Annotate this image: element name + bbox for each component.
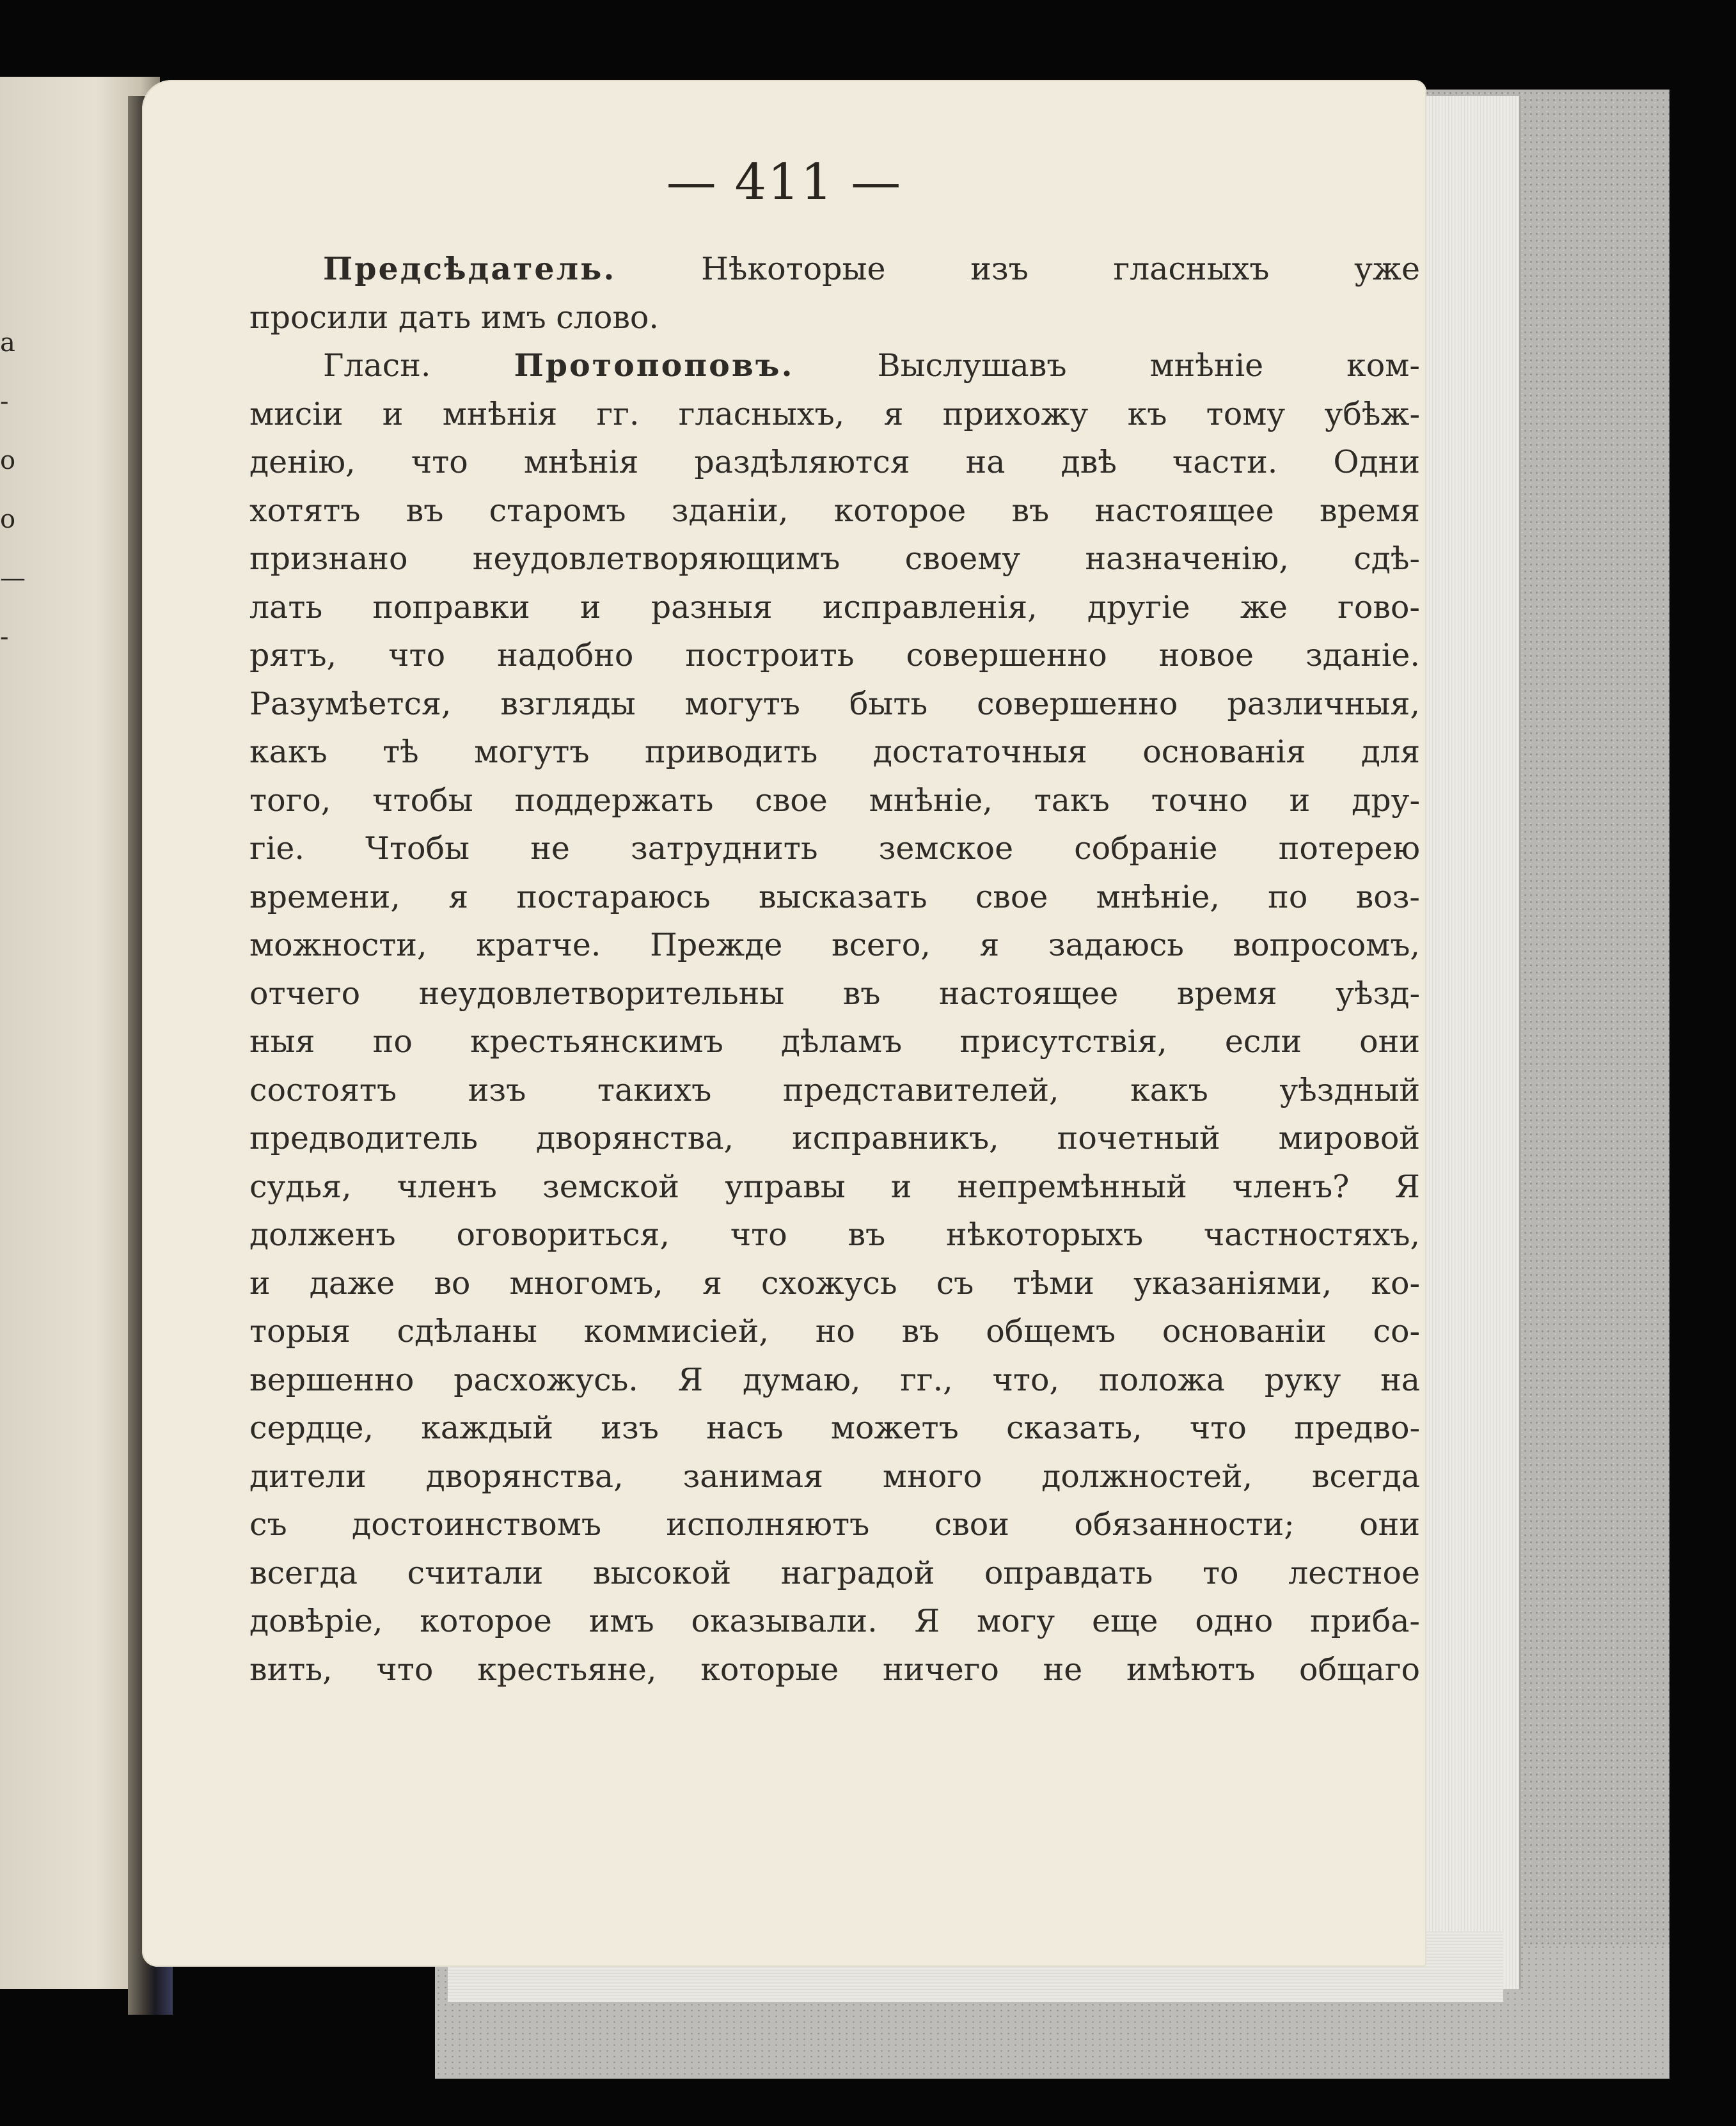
line-text: просили дать имъ слово. — [249, 299, 659, 336]
text-line — [249, 631, 1420, 680]
text-line — [249, 970, 1420, 1018]
line-text: Выслушавъ мнѣніе ком- — [794, 347, 1420, 384]
line-text: дители дворянства, занимая много должностей, всегда — [249, 1458, 1420, 1495]
text-line — [249, 1500, 1420, 1549]
text-line — [249, 1066, 1420, 1115]
line-text: можности, кратче. Прежде всего, я задаюсь вопросомъ, — [249, 927, 1420, 963]
text-line — [249, 921, 1420, 970]
line-text: какъ тѣ могутъ приводить достаточныя основанія для — [249, 734, 1420, 770]
line-text: времени, я постараюсь высказать свое мнѣніе, по воз- — [249, 878, 1420, 915]
text-line — [249, 728, 1420, 776]
left-edge-glyph: - — [0, 622, 9, 652]
text-line — [249, 1356, 1420, 1405]
text-line — [249, 680, 1420, 728]
text-line — [249, 1259, 1420, 1308]
line-text: того, чтобы поддержать свое мнѣніе, такъ точно и дру- — [249, 782, 1420, 819]
line-text: гіе. Чтобы не затруднить земское собраніе потерею — [249, 830, 1420, 867]
text-line — [249, 1163, 1420, 1211]
line-text: мисіи и мнѣнія гг. гласныхъ, я прихожу къ тому убѣж- — [249, 395, 1420, 432]
text-line — [249, 1211, 1420, 1259]
line-text: отчего неудовлетворительны въ настоящее время уѣзд- — [249, 975, 1420, 1012]
line-text: судья, членъ земской управы и непремѣнный членъ? Я — [249, 1168, 1420, 1205]
text-line — [249, 583, 1420, 632]
line-text: всегда считали высокой наградой оправдать то лестное — [249, 1554, 1420, 1591]
text-line — [249, 438, 1420, 487]
text-line — [249, 1114, 1420, 1163]
text-line — [249, 1404, 1420, 1453]
left-edge-glyph: о — [0, 505, 16, 534]
line-text: и даже во многомъ, я схожусь съ тѣми указаніями, ко- — [249, 1264, 1420, 1302]
line-text: вершенно расхожусь. Я думаю, гг., что, положа руку на — [249, 1361, 1420, 1398]
text-line — [249, 1597, 1420, 1646]
line-text: вить, что крестьяне, которые ничего не имѣютъ общаго — [249, 1651, 1420, 1688]
text-line — [249, 824, 1420, 873]
line-text: сердце, каждый изъ насъ можетъ сказать, что предво- — [249, 1410, 1420, 1446]
line-text: довѣріе, которое имъ оказывали. Я могу еще одно приба- — [249, 1603, 1420, 1639]
line-text: лать поправки и разныя исправленія, другіе же гово- — [249, 588, 1420, 626]
page-number: — 411 — — [666, 154, 903, 211]
text-line — [249, 487, 1420, 535]
left-page-edge-text — [0, 313, 26, 666]
right-page — [142, 80, 1426, 1967]
left-edge-glyph: — — [0, 563, 26, 593]
text-line — [249, 390, 1420, 439]
left-edge-glyph: а — [0, 328, 15, 358]
page-body-text — [249, 245, 1420, 1694]
left-edge-glyph: о — [0, 446, 16, 475]
text-line — [249, 342, 1420, 390]
text-line — [249, 1646, 1420, 1694]
speaker-name: Протопоповъ. — [514, 347, 794, 384]
text-line — [249, 1549, 1420, 1598]
text-line — [249, 776, 1420, 825]
line-text: предводитель дворянства, исправникъ, почетный мировой — [249, 1120, 1420, 1156]
line-text: долженъ оговориться, что въ нѣкоторыхъ частностяхъ, — [249, 1217, 1420, 1253]
line-text: хотятъ въ старомъ зданіи, которое въ настоящее время — [249, 492, 1420, 529]
text-line — [249, 1307, 1420, 1356]
line-text: признано неудовлетворяющимъ своему назначенію, сдѣ- — [249, 540, 1420, 577]
line-prefix: Гласн. — [323, 347, 514, 384]
line-text: Разумѣется, взгляды могутъ быть совершенно различныя, — [249, 685, 1420, 722]
line-text: Нѣкоторые изъ гласныхъ уже — [616, 251, 1420, 287]
line-text: рятъ, что надобно построить совершенно новое зданіе. — [249, 637, 1420, 673]
left-edge-glyph: - — [0, 387, 9, 416]
text-line — [249, 873, 1420, 922]
line-text: состоятъ изъ такихъ представителей, какъ уѣздный — [249, 1071, 1420, 1108]
text-line — [249, 1018, 1420, 1066]
text-line — [249, 1453, 1420, 1501]
line-text: денію, что мнѣнія раздѣляются на двѣ части. Одни — [249, 444, 1420, 480]
line-text: съ достоинствомъ исполняютъ свои обязанности; они — [249, 1506, 1420, 1543]
text-line — [249, 535, 1420, 583]
line-text: торыя сдѣланы коммисіей, но въ общемъ основаніи со- — [249, 1313, 1420, 1350]
text-line — [249, 294, 1420, 342]
line-text: ныя по крестьянскимъ дѣламъ присутствія, если они — [249, 1023, 1420, 1060]
speaker-name: Предсѣдатель. — [323, 250, 617, 287]
text-line — [249, 245, 1420, 294]
